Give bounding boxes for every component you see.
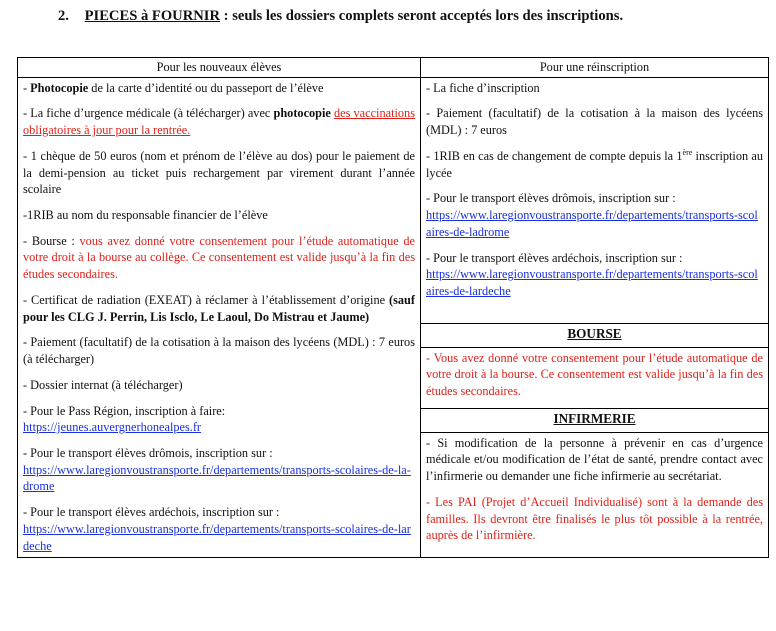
transport-drome-link[interactable]: https://www.laregionvoustransporte.fr/departements/transports-scolaires-de-la-drome (23, 462, 411, 494)
section-title-rest: : seuls les dossiers complets seront acceptés lors des inscriptions. (220, 8, 624, 24)
vaccination-note: des vaccinations obligatoires à jour pour la rentrée. (23, 106, 415, 138)
list-item: - Paiement (facultatif) de la cotisation à la maison des lycéens (MDL) : 7 euros (à télécharger) (23, 335, 415, 367)
bourse-cell (421, 347, 769, 408)
section-title: PIECES à FOURNIR (84, 8, 221, 24)
documents-table (17, 57, 769, 558)
reinscription-cell (421, 77, 769, 323)
list-item: - 1RIB en cas de changement de compte depuis la 1ère inscription au lycée (426, 147, 764, 180)
list-item: - 1 chèque de 50 euros (nom et prénom de l’élève au dos) pour le paiement de la demi-pension au ticket puis rechargement par virement durant l’année scolaire (23, 148, 415, 197)
list-item: - La fiche d’urgence médicale (à télécharger) avec photocopie des vaccinations obligatoires à jour pour la rentrée. (23, 106, 415, 138)
infirmerie-cell (421, 432, 769, 558)
list-item: - Pour le transport élèves ardéchois, inscription sur : https://www.laregionvoustransporte.fr/departements/transports-scolaires-de-lardeche (23, 505, 411, 553)
list-item: - Pour le transport élèves ardéchois, inscription sur : https://www.laregionvoustransporte.fr/departements/transports-scolaires-de-lardeche (426, 250, 758, 298)
infirmerie-header: INFIRMERIE (421, 408, 769, 432)
new-students-cell (18, 77, 421, 558)
column-header-reinscription: Pour une réinscription (421, 58, 769, 78)
list-item: - Pour le transport élèves drômois, inscription sur : https://www.laregionvoustransporte.fr/departements/transports-scolaires-de-ladrome (426, 191, 758, 239)
list-item: - Dossier internat (à télécharger) (23, 377, 183, 392)
transport-ardeche-link-re[interactable]: https://www.laregionvoustransporte.fr/departements/transports-scolaires-de-lardeche (426, 267, 758, 298)
transport-ardeche-link[interactable]: https://www.laregionvoustransporte.fr/departements/transports-scolaires-de-lardeche (23, 521, 411, 553)
column-header-new-students: Pour les nouveaux élèves (18, 58, 421, 78)
list-item: - Pour le Pass Région, inscription à faire: https://jeunes.auvergnerhonealpes.fr (23, 403, 226, 435)
section-heading (58, 7, 623, 27)
infirmerie-text-2: - Les PAI (Projet d’Accueil Individualisé) sont à la demande des familles. Ils devront être finalisés le plus tôt possible à la rentrée, auprès de l’infirmière. (426, 494, 763, 543)
list-item: - Certificat de radiation (EXEAT) à réclamer à l’établissement d’origine (sauf pour les CLG J. Perrin, Lis Isclo, Le Laoul, Do Mistrau et Jaume) (23, 292, 415, 324)
bourse-header: BOURSE (421, 323, 769, 347)
list-item: - Bourse : vous avez donné votre consentement pour l’étude automatique de votre droit à la bourse au collège. Ce consentement est valide jusqu’à la fin des études secondaires. (23, 233, 416, 282)
transport-drome-link-re[interactable]: https://www.laregionvoustransporte.fr/departements/transports-scolaires-de-ladrome (426, 208, 758, 239)
list-item: - La fiche d’inscription (426, 80, 540, 95)
list-item: - Paiement (facultatif) de la cotisation à la maison des lycéens (MDL) : 7 euros (426, 106, 763, 138)
infirmerie-text-1: - Si modification de la personne à prévenir en cas d’urgence médicale et/ou modification de l’état de santé, prendre contact avec l’infirmerie ou demander une fiche infirmerie au secrétariat. (426, 435, 763, 484)
bourse-text: - Vous avez donné votre consentement pour l’étude automatique de votre droit à la bourse. Ce consentement est valide jusqu’à la fin des études secondaires. (426, 350, 763, 399)
pass-region-link[interactable]: https://jeunes.auvergnerhonealpes.fr (23, 420, 202, 435)
list-item: -1RIB au nom du responsable financier de l’élève (23, 208, 268, 223)
list-item: - Photocopie de la carte d’identité ou du passeport de l’élève (23, 80, 324, 95)
section-number: 2. (58, 8, 69, 24)
list-item: - Pour le transport élèves drômois, inscription sur : https://www.laregionvoustransporte.fr/departements/transports-scolaires-de-la-drome (23, 445, 411, 494)
